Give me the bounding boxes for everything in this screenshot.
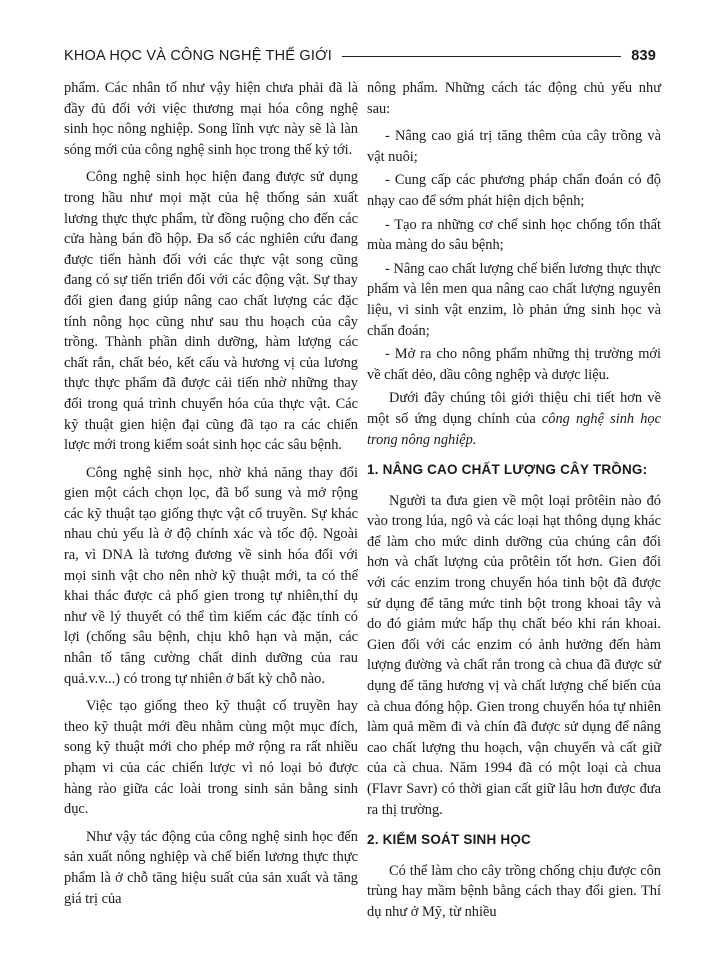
paragraph: Người ta đưa gien về một loại prôtêin nào đó vào trong lúa, ngô và các loại hạt thông dụng khác để làm cho mức dinh dưỡng của chúng cân đối hơn và chất lượng của prôtêin tốt hơn. Gien đối với các enzim trong chuyển hóa tinh bột đã được sử dụng để tăng mức tinh bột trong khoai tây và do đó giảm mức hấp thụ chất béo khi rán khoai. Gien đối với các enzim có ảnh hưởng đến hàm lượng đường và chất rắn trong cà chua đã được sử dụng để tăng hương vị và chất lượng chế biến của cà chua đóng hộp. Gien trong chuyển hóa tự nhiên làm quả mềm đi và chín đã được sử dụng để nâng cao chất lượng thu hoạch, vận chuyển và cất giữ của cà chua. Năm 1994 đã có một loại cà chua (Flavr Savr) có thời gian cất giữ lâu hơn được đưa ra thị trường. xyxy=(367,492,661,818)
summary-italic-text: công nghệ sinh học trong nông nghiệp. xyxy=(367,410,661,448)
list-item: - Tạo ra những cơ chế sinh học chống tổn thất mùa màng do sâu bệnh; xyxy=(367,216,661,254)
paragraph: Như vậy tác động của công nghệ sinh học đến sản xuất nông nghiệp và chế biến lương thực thực phẩm là ở chỗ tăng hiệu suất của sản xuất và tăng giá trị của xyxy=(64,828,358,907)
running-header xyxy=(64,44,656,68)
list-item: - Cung cấp các phương pháp chẩn đoán có độ nhạy cao để sớm phát hiện dịch bệnh; xyxy=(367,172,661,209)
header-rule xyxy=(342,56,621,57)
left-column xyxy=(64,78,358,916)
page-number: 839 xyxy=(631,48,656,64)
paragraph: phẩm. Các nhân tố như vậy hiện chưa phải đã là đầy đủ đối với việc thương mại hóa công nghệ sinh học nông nghiệp. Song lĩnh vực này sẽ là làn sóng mới của công nghệ sinh học trong thế kỷ tới. xyxy=(64,80,358,158)
list-item: - Mở ra cho nông phẩm những thị trường mới về chất dẻo, dầu công nghệp và dược liệu. xyxy=(367,346,661,383)
section-heading-2: 2. KIỂM SOÁT SINH HỌC xyxy=(367,832,531,848)
summary-paragraph xyxy=(367,388,661,450)
paragraph: Việc tạo giống theo kỹ thuật cổ truyền hay theo kỹ thuật mới đều nhằm cùng một mục đích, song kỹ thuật mới cho phép mở rộng ra rất nhiều phạm vi của các chiến lược vì nó loại bỏ được hàng rào giữa các loài trong sinh sản bằng sinh dục. xyxy=(64,698,358,818)
right-column xyxy=(367,78,661,930)
section-heading-1: 1. NÂNG CAO CHẤT LƯỢNG CÂY TRỒNG: xyxy=(367,462,648,478)
list-item: - Nâng cao giá trị tăng thêm của cây trồng và vật nuôi; xyxy=(367,128,661,165)
paragraph: Có thể làm cho cây trồng chống chịu được côn trùng hay mầm bệnh bằng cách thay đổi gien. Thí dụ như ở Mỹ, từ nhiều xyxy=(367,862,661,920)
paragraph: Công nghệ sinh học, nhờ khả năng thay đổi gien một cách chọn lọc, đã bổ sung và mở rộng các kỹ thuật tạo giống thực vật cổ truyền. Sự khác nhau chủ yếu là ở độ chính xác và tốc độ. Ngoài ra, vì DNA là tương đương về sinh hóa đối với mọi sinh vật cho nên nhờ kỹ thuật mới, ta có thể khai thác được cả phổ gien trong tự nhiên,thí dụ như về lý thuyết có thể tìm kiếm các đặc tính có lợi (chống sâu bệnh, chịu khô hạn và mặn, các nhân tố tăng cường chất dinh dưỡng của rau quả.v.v...) có trong tự nhiên ở bất kỳ chỗ nào. xyxy=(64,464,358,687)
summary-text: Dưới đây chúng tôi giới thiệu chi tiết hơn về một số ứng dụng chính của xyxy=(367,390,661,427)
paragraph: nông phẩm. Những cách tác động chủ yếu như sau: xyxy=(367,80,661,117)
paragraph: Công nghệ sinh học hiện đang được sử dụng trong hầu như mọi mặt của hệ thống sản xuất lương thực thực phẩm, từ đồng ruộng cho đến các cửa hàng bán đồ hộp. Đa số các nghiên cứu đang được tiến hành đối với các thực vật song cũng đang có sự tiến triển đối với các động vật. Sự thay đổi gien đang giúp nâng cao chất lượng các đặc tính nông học cũng như sau thu hoạch của cây trồng. Thành phần dinh dưỡng, hàm lượng các chất rắn, chất béo, kết cấu và hương vị của lương thực thực phẩm đã được cải tiến nhờ những thay đổi trong quá trình chuyển hóa của thực vật. Các kỹ thuật gien hiện đại cũng đã tạo ra các chiến lược mới trong kiểm soát sinh học các sâu bệnh. xyxy=(64,169,358,454)
header-title: KHOA HỌC VÀ CÔNG NGHỆ THẾ GIỚI xyxy=(64,48,332,64)
list-item: - Nâng cao chất lượng chế biến lương thực thực phẩm và lên men qua nâng cao chất lượng nguyên liệu, vi sinh vật enzim, lò phản ứng sinh học và chẩn đoán; xyxy=(367,260,661,339)
